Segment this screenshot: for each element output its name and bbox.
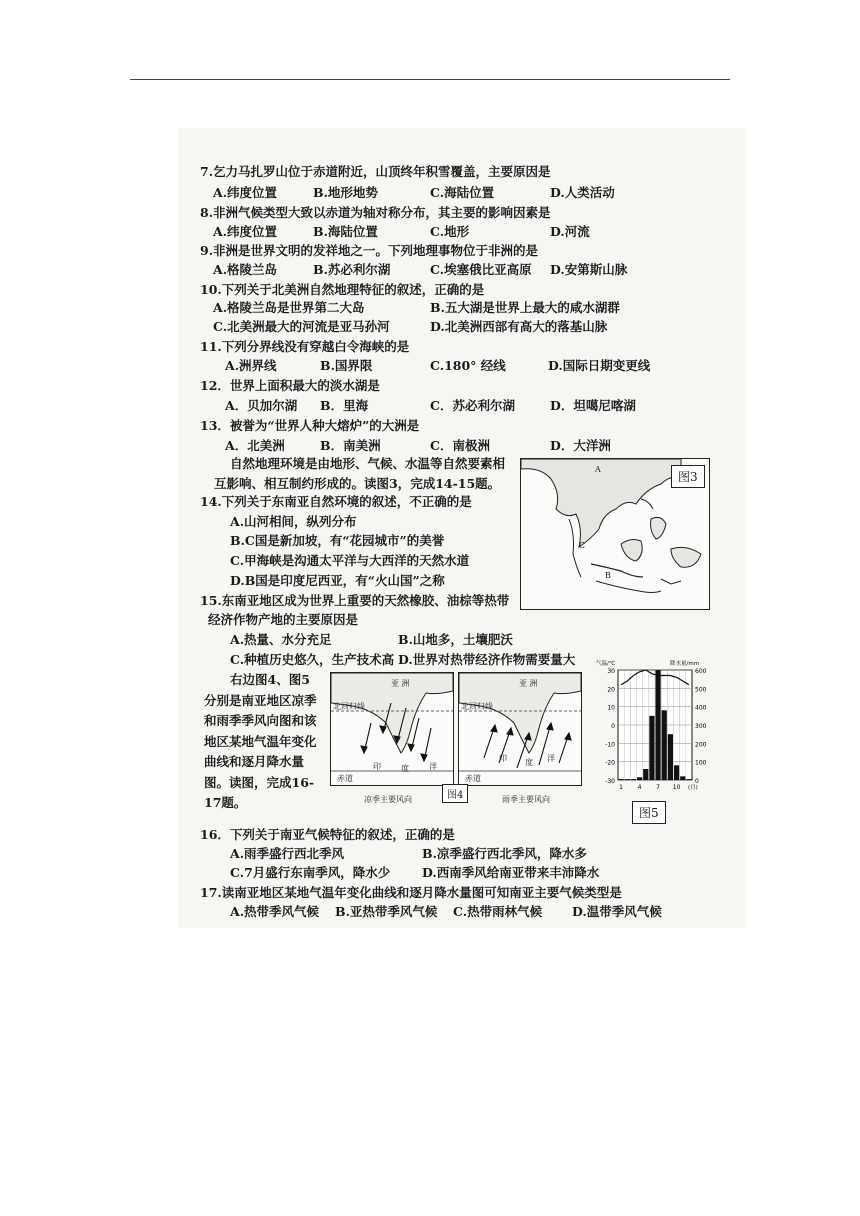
temp-tick-label: 10 — [607, 704, 615, 712]
q11-option-a[interactable]: A.洲界线 — [225, 358, 277, 373]
map-marker-a: A — [595, 465, 601, 474]
q16-option-a[interactable]: A.雨季盛行西北季风 — [230, 846, 345, 861]
q13-option-b[interactable]: B．南美洲 — [320, 438, 381, 453]
question-9-stem: 9.非洲是世界文明的发祥地之一。下列地理事物位于非洲的是 — [200, 243, 539, 258]
q9-option-b[interactable]: B.苏必利尔湖 — [313, 262, 391, 277]
question-16-stem: 16．下列关于南亚气候特征的叙述，正确的是 — [200, 827, 455, 842]
precipitation-bar — [637, 777, 642, 780]
q8-option-b[interactable]: B.海陆位置 — [313, 224, 378, 239]
map-marker-c: C — [579, 541, 586, 550]
month-tick-label: 10 — [672, 784, 681, 791]
rain-axis-title: 降水量/mm — [670, 661, 700, 667]
figure-3-map — [520, 458, 710, 610]
precipitation-bar — [686, 779, 691, 780]
precipitation-bar — [643, 769, 648, 780]
precipitation-bar — [668, 734, 673, 780]
q11-option-d[interactable]: D.国际日期变更线 — [548, 358, 651, 373]
q15-option-b[interactable]: B.山地多，土壤肥沃 — [398, 632, 513, 647]
rainy-map-equator-label: 赤道 — [465, 774, 481, 783]
q10-option-a[interactable]: A.格陵兰岛是世界第二大岛 — [213, 300, 365, 315]
question-10-stem: 10.下列关于北美洲自然地理特征的叙述，正确的是 — [200, 282, 485, 297]
temp-tick-label: -10 — [605, 741, 615, 749]
q16-option-c[interactable]: C.7月盛行东南季风，降水少 — [230, 865, 391, 880]
figure-4 — [330, 672, 582, 806]
temp-tick-label: 0 — [611, 723, 615, 730]
q13-option-c[interactable]: C．南极洲 — [430, 438, 490, 453]
intro-16-17: 右边图4、图5分别是南亚地区凉季和雨季季风向图和该地区某地气温年变化曲线和逐月降水量图。读图，完成16-17题。 — [204, 672, 317, 810]
rain-tick-label: 100 — [695, 759, 707, 767]
q17-option-a[interactable]: A.热带季风气候 — [230, 904, 320, 919]
rainy-map-ocean-2: 度 — [525, 758, 533, 767]
q17-option-b[interactable]: B.亚热带季风气候 — [335, 904, 438, 919]
q9-option-a[interactable]: A.格陵兰岛 — [213, 262, 278, 277]
question-17-stem: 17.读南亚地区某地气温年变化曲线和逐月降水量图可知南亚主要气候类型是 — [200, 885, 622, 900]
precipitation-bar — [680, 776, 685, 780]
rainy-map-ocean-3: 洋 — [547, 754, 555, 763]
q17-option-d[interactable]: D.温带季风气候 — [572, 904, 662, 919]
q16-option-b[interactable]: B.凉季盛行西北季风，降水多 — [422, 846, 587, 861]
cool-map-equator-label: 赤道 — [337, 774, 353, 783]
figure-5-climate-chart — [594, 656, 714, 826]
header-rule — [130, 79, 730, 80]
temp-tick-label: 20 — [607, 686, 615, 694]
precipitation-bar — [656, 670, 661, 780]
climate-chart-svg — [594, 656, 714, 796]
q7-option-a[interactable]: A.纬度位置 — [213, 185, 278, 200]
q13-option-d[interactable]: D．大洋洲 — [550, 438, 611, 453]
cool-season-caption: 凉季主要风向 — [364, 795, 412, 804]
question-11-stem: 11.下列分界线没有穿越白令海峡的是 — [200, 339, 410, 354]
precipitation-bar — [674, 765, 679, 780]
figure-3-label: 图3 — [671, 465, 705, 488]
q15-option-c[interactable]: C.种植历史悠久，生产技术高 — [230, 652, 395, 667]
q9-option-d[interactable]: D.安第斯山脉 — [550, 262, 628, 277]
question-7-stem: 7.乞力马扎罗山位于赤道附近，山顶终年积雪覆盖，主要原因是 — [200, 164, 551, 179]
q8-option-d[interactable]: D.河流 — [550, 224, 590, 239]
x-axis-unit: (月) — [688, 785, 698, 791]
map-marker-b: B — [605, 571, 611, 580]
q13-option-a[interactable]: A．北美洲 — [225, 438, 285, 453]
rain-tick-label: 400 — [695, 704, 707, 712]
rain-tick-label: 200 — [695, 741, 707, 749]
q15-option-d[interactable]: D.世界对热带经济作物需要量大 — [398, 652, 576, 667]
cool-map-ocean-1: 印 — [373, 762, 381, 771]
month-tick-label: 4 — [637, 784, 642, 791]
q17-option-c[interactable]: C.热带雨林气候 — [453, 904, 543, 919]
month-tick-label: 7 — [656, 784, 660, 791]
rainy-map-tropic-label: 北回归线 — [461, 702, 493, 711]
rain-tick-label: 600 — [695, 668, 707, 675]
q10-option-c[interactable]: C.北美洲最大的河流是亚马孙河 — [213, 319, 390, 334]
q15-option-a[interactable]: A.热量、水分充足 — [230, 632, 332, 647]
q7-option-c[interactable]: C.海陆位置 — [430, 185, 495, 200]
cool-map-ocean-3: 洋 — [429, 762, 437, 771]
question-14-stem: 14.下列关于东南亚自然环境的叙述，不正确的是 — [200, 494, 472, 509]
precipitation-bar — [649, 716, 654, 780]
q12-option-d[interactable]: D．坦噶尼喀湖 — [550, 398, 636, 413]
q14-option-b[interactable]: B.C国是新加坡，有“花园城市”的美誉 — [230, 533, 445, 548]
month-tick-label: 1 — [619, 784, 623, 791]
rainy-map-ocean-1: 印 — [499, 754, 507, 763]
question-13-stem: 13．被誉为“世界人种大熔炉”的大洲是 — [200, 418, 420, 433]
q12-option-a[interactable]: A．贝加尔湖 — [225, 398, 298, 413]
figure-4-label: 图4 — [442, 784, 468, 803]
q14-option-d[interactable]: D.B国是印度尼西亚，有“火山国”之称 — [230, 573, 445, 588]
q8-option-a[interactable]: A.纬度位置 — [213, 224, 278, 239]
temp-tick-label: -30 — [605, 778, 615, 785]
cool-map-asia-label: 亚 洲 — [391, 679, 410, 688]
question-12-stem: 12．世界上面积最大的淡水湖是 — [200, 378, 380, 393]
q12-option-b[interactable]: B．里海 — [320, 398, 369, 413]
q11-option-c[interactable]: C.180° 经线 — [430, 358, 506, 373]
precipitation-bar — [625, 779, 630, 780]
rain-tick-label: 500 — [695, 686, 707, 694]
question-15-stem-line1: 15.东南亚地区成为世界上重要的天然橡胶、油棕等热带 — [200, 593, 510, 608]
q12-option-c[interactable]: C．苏必利尔湖 — [430, 398, 515, 413]
cool-map-tropic-label: 北回归线 — [333, 702, 365, 711]
figure-4-cool-season-map — [330, 672, 454, 786]
rainy-season-caption: 雨季主要风向 — [502, 795, 550, 804]
question-15-stem-line2: 经济作物产地的主要原因是 — [208, 612, 359, 627]
figure-4-rainy-season-map — [458, 672, 582, 786]
cool-map-ocean-2: 度 — [401, 764, 409, 773]
q8-option-c[interactable]: C.地形 — [430, 224, 470, 239]
q14-option-a[interactable]: A.山河相间，纵列分布 — [230, 514, 357, 529]
q11-option-b[interactable]: B.国界限 — [320, 358, 373, 373]
q10-option-d[interactable]: D.北美洲西部有高大的落基山脉 — [430, 319, 608, 334]
precipitation-bar — [619, 779, 624, 780]
q7-option-d[interactable]: D.人类活动 — [550, 185, 615, 200]
rainy-map-asia-label: 亚 洲 — [519, 679, 538, 688]
q10-option-b[interactable]: B.五大湖是世界上最大的咸水湖群 — [430, 300, 620, 315]
figure-5-label: 图5 — [632, 801, 666, 824]
temp-tick-label: 30 — [607, 668, 615, 675]
rain-tick-label: 300 — [695, 723, 707, 730]
q14-option-c[interactable]: C.甲海峡是沟通太平洋与大西洋的天然水道 — [230, 553, 470, 568]
q7-option-b[interactable]: B.地形地势 — [313, 185, 378, 200]
q16-option-d[interactable]: D.西南季风给南亚带来丰沛降水 — [422, 865, 600, 880]
intro-14-15: 自然地理环境是由地形、气候、水温等自然要素相互影响、相互制约形成的。读图3，完成14-15题。 — [214, 456, 506, 491]
precipitation-bar — [662, 710, 667, 780]
precipitation-bar — [631, 779, 636, 780]
question-8-stem: 8.非洲气候类型大致以赤道为轴对称分布，其主要的影响因素是 — [200, 205, 551, 220]
temp-axis-title: 气温/℃ — [596, 661, 616, 667]
q9-option-c[interactable]: C.埃塞俄比亚高原 — [430, 262, 532, 277]
temp-tick-label: -20 — [605, 759, 615, 767]
rain-tick-label: 0 — [695, 778, 699, 785]
